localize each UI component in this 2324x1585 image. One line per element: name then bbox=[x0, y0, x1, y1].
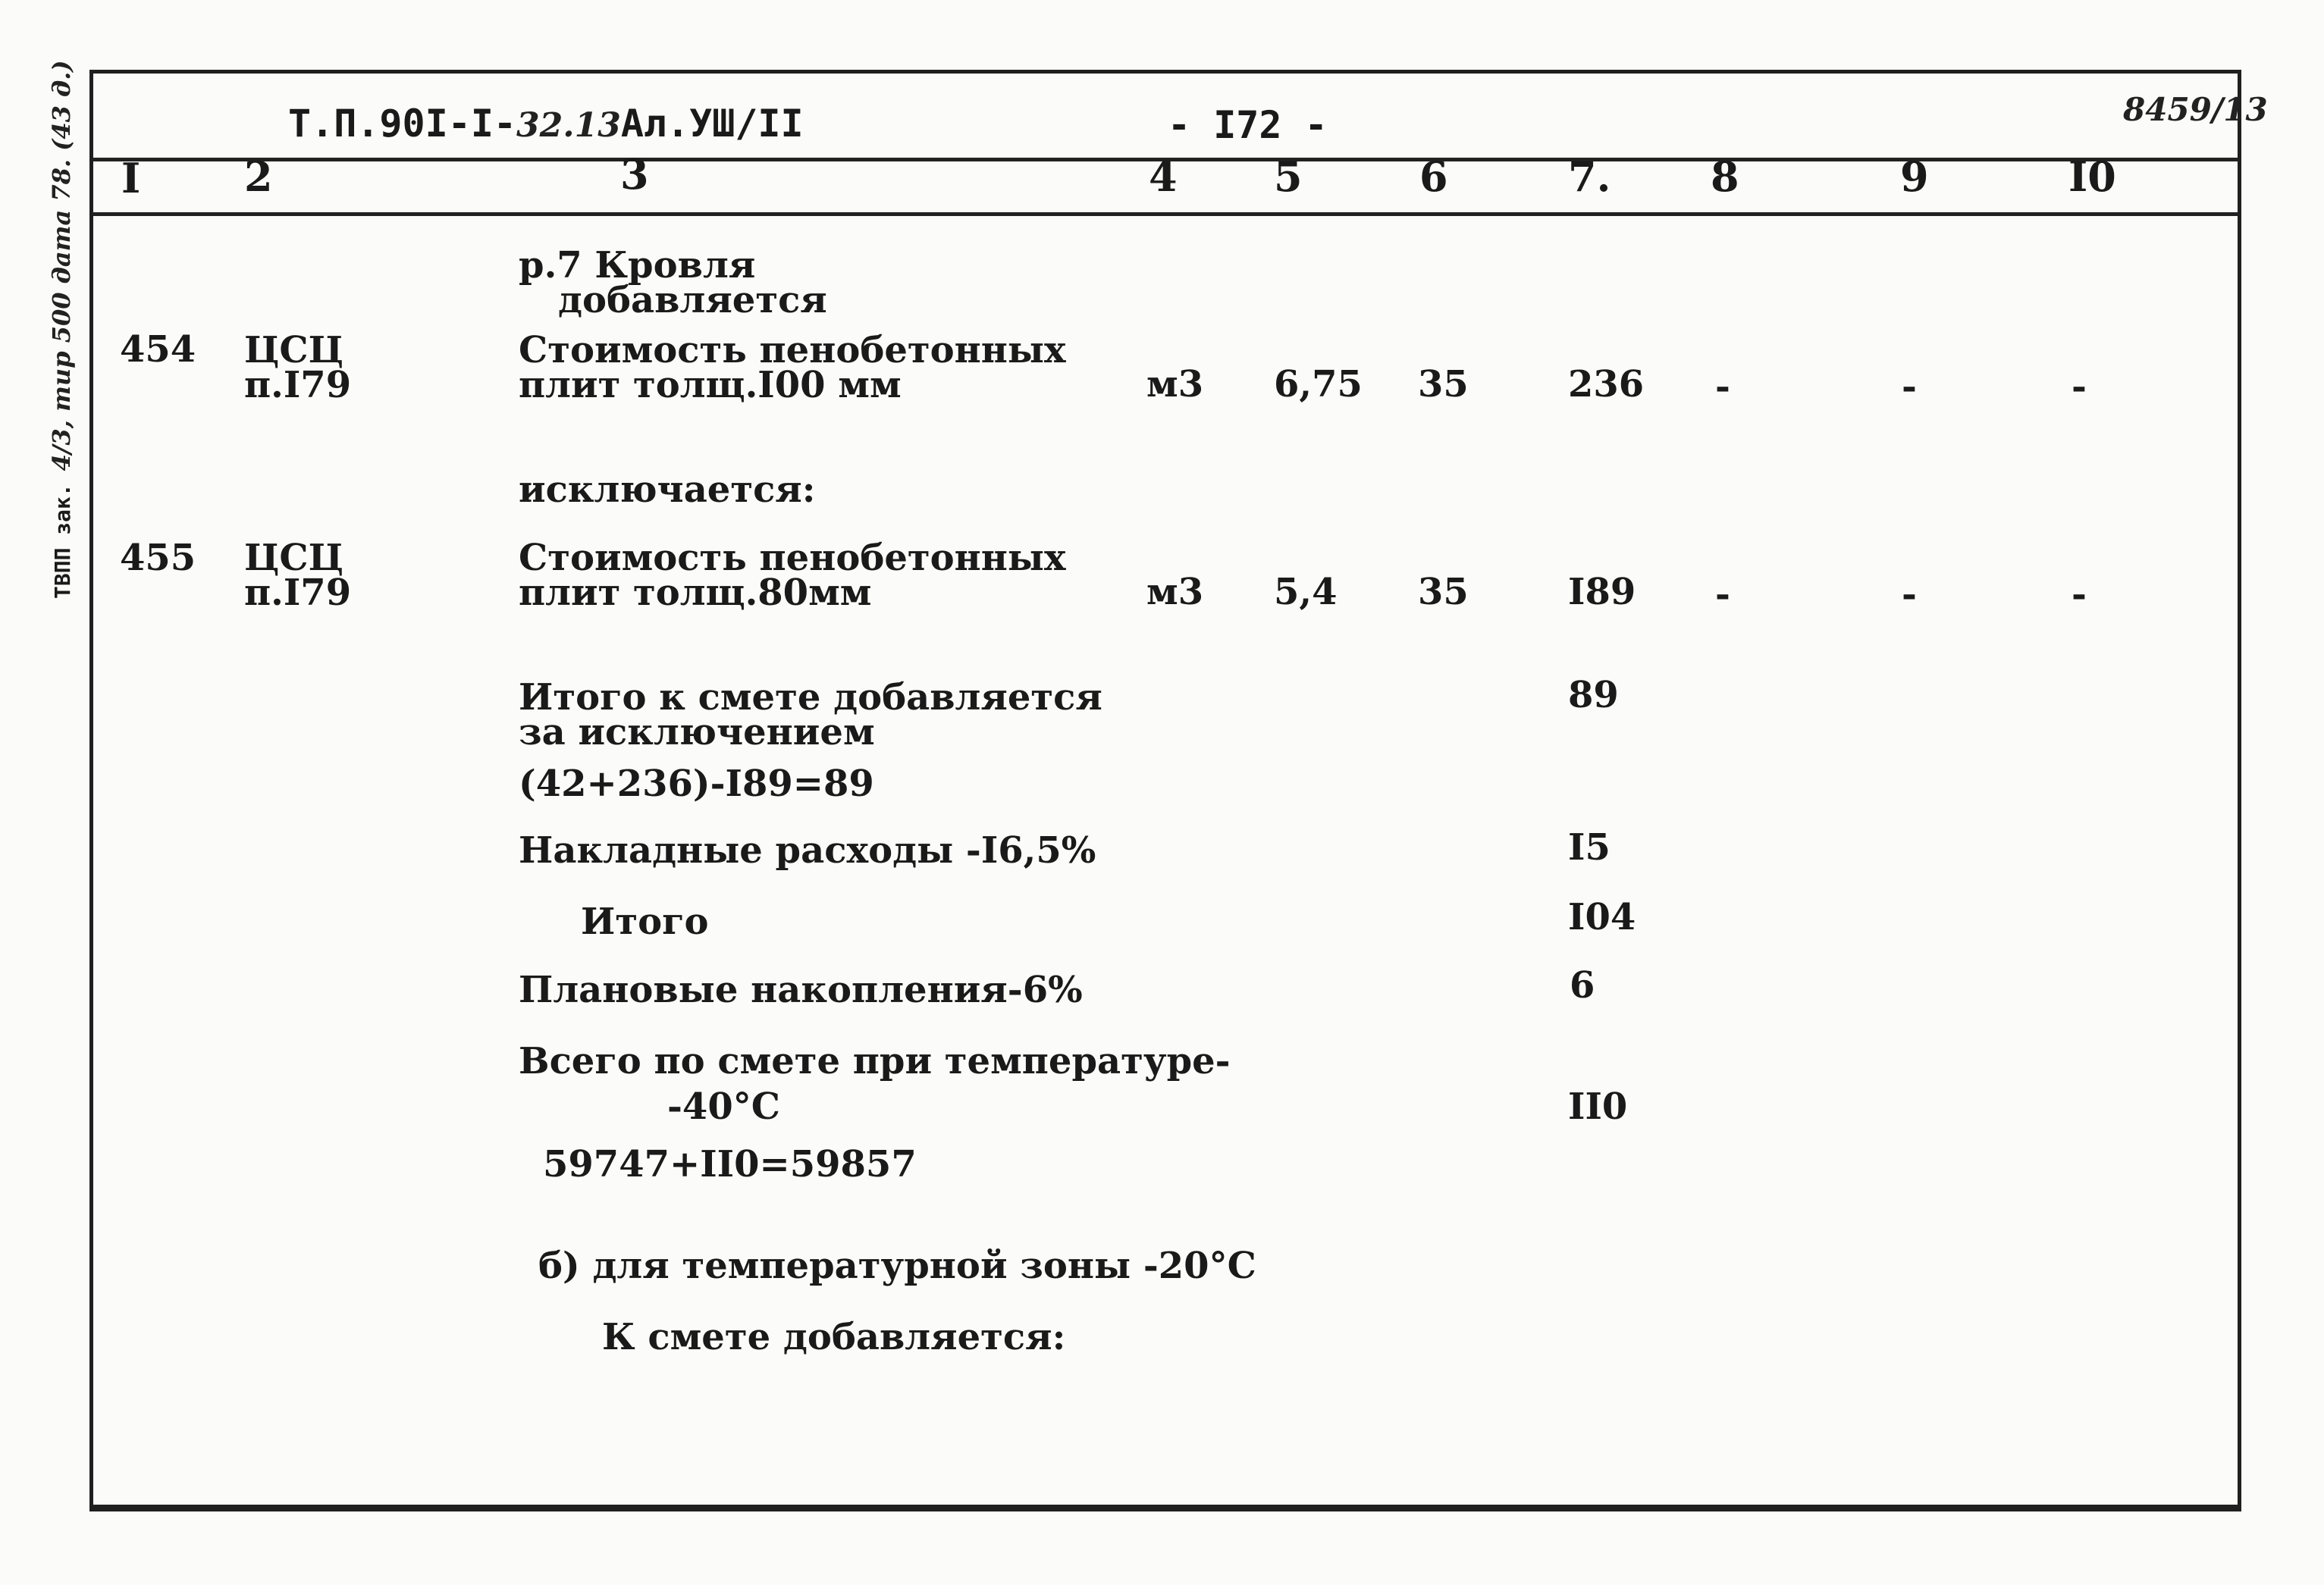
row-455-qty: 5,4 bbox=[1274, 571, 1338, 613]
document-frame bbox=[89, 70, 2241, 1511]
stamp-printed-text: ТВПП зак. bbox=[50, 484, 75, 599]
overhead-value: I5 bbox=[1568, 826, 1610, 869]
col-header-5: 5 bbox=[1274, 152, 1303, 201]
project-code-handwritten: 32.13 bbox=[516, 106, 621, 145]
grand-total-formula: 59747+II0=59857 bbox=[543, 1143, 917, 1186]
project-code bbox=[288, 102, 804, 146]
row-455-price: 35 bbox=[1418, 571, 1469, 613]
grand-total-value: II0 bbox=[1568, 1085, 1628, 1128]
total-added-value: 89 bbox=[1568, 674, 1619, 716]
row-454-total: 236 bbox=[1568, 363, 1645, 406]
row-454-col9: - bbox=[1902, 365, 1917, 408]
row-455-code-2: п.I79 bbox=[244, 572, 352, 614]
row-455-desc-2: плит толщ.80мм bbox=[519, 572, 872, 614]
col-header-7: 7. bbox=[1568, 152, 1611, 201]
header-rule-bottom bbox=[93, 212, 2238, 216]
grand-total-line-1: Всего по смете при температуре- bbox=[519, 1040, 1231, 1082]
savings-value: 6 bbox=[1570, 964, 1595, 1007]
stamp-handwritten-text: 4/3, тир 500 дата 78. (43 д.) bbox=[47, 60, 76, 471]
row-454-code-2: п.I79 bbox=[244, 364, 352, 406]
row-454-price: 35 bbox=[1418, 363, 1469, 406]
row-454-desc-2: плит толщ.I00 мм bbox=[519, 364, 902, 406]
section-title: р.7 Кровля bbox=[519, 244, 756, 287]
margin-stamp bbox=[47, 60, 76, 599]
page-number: - I72 - bbox=[1168, 103, 1328, 147]
row-454-col8: - bbox=[1715, 365, 1730, 408]
corner-number: 8459/13 bbox=[2123, 91, 2268, 128]
row-454-unit: м3 bbox=[1146, 363, 1204, 406]
col-header-8: 8 bbox=[1711, 152, 1739, 201]
row-455-col8: - bbox=[1715, 573, 1730, 616]
col-header-6: 6 bbox=[1419, 152, 1448, 201]
col-header-1: I bbox=[121, 154, 141, 202]
temperature-zone-line: б) для температурной зоны -20°С bbox=[538, 1245, 1256, 1287]
row-455-col9: - bbox=[1902, 573, 1917, 616]
section-subtitle: добавляется bbox=[558, 279, 827, 321]
subtotal-label: Итого bbox=[581, 901, 709, 943]
overhead-label: Накладные расходы -I6,5% bbox=[519, 829, 1096, 872]
col-header-9: 9 bbox=[1900, 152, 1929, 201]
excluded-label: исключается: bbox=[519, 468, 816, 511]
row-455-total: I89 bbox=[1568, 571, 1636, 613]
row-454-desc-1: Стоимость пенобетонных bbox=[519, 329, 1066, 371]
row-454-code-1: ЦСЦ bbox=[244, 329, 343, 371]
row-455-unit: м3 bbox=[1146, 571, 1204, 613]
project-code-suffix: Ал.УШ/II bbox=[620, 102, 804, 146]
row-455-col10: - bbox=[2072, 573, 2087, 616]
grand-total-line-2: -40°С bbox=[667, 1085, 780, 1128]
row-454-qty: 6,75 bbox=[1274, 363, 1363, 406]
row-454-col10: - bbox=[2072, 365, 2087, 408]
total-formula: (42+236)-I89=89 bbox=[519, 763, 874, 805]
col-header-10: I0 bbox=[2068, 152, 2116, 201]
col-header-4: 4 bbox=[1149, 152, 1178, 201]
project-code-prefix: Т.П.90I-I- bbox=[288, 102, 517, 146]
row-455-desc-1: Стоимость пенобетонных bbox=[519, 537, 1066, 579]
row-455-code-1: ЦСЦ bbox=[244, 537, 343, 579]
row-454-num: 454 bbox=[120, 328, 196, 371]
total-added-line-2: за исключением bbox=[519, 711, 875, 753]
total-added-line-1: Итого к смете добавляется bbox=[519, 676, 1102, 719]
col-header-3: 3 bbox=[620, 150, 649, 199]
col-header-2: 2 bbox=[244, 152, 273, 201]
added-line: К смете добавляется: bbox=[602, 1316, 1066, 1358]
row-455-num: 455 bbox=[120, 537, 196, 579]
subtotal-value: I04 bbox=[1568, 896, 1636, 938]
savings-label: Плановые накопления-6% bbox=[519, 969, 1083, 1011]
